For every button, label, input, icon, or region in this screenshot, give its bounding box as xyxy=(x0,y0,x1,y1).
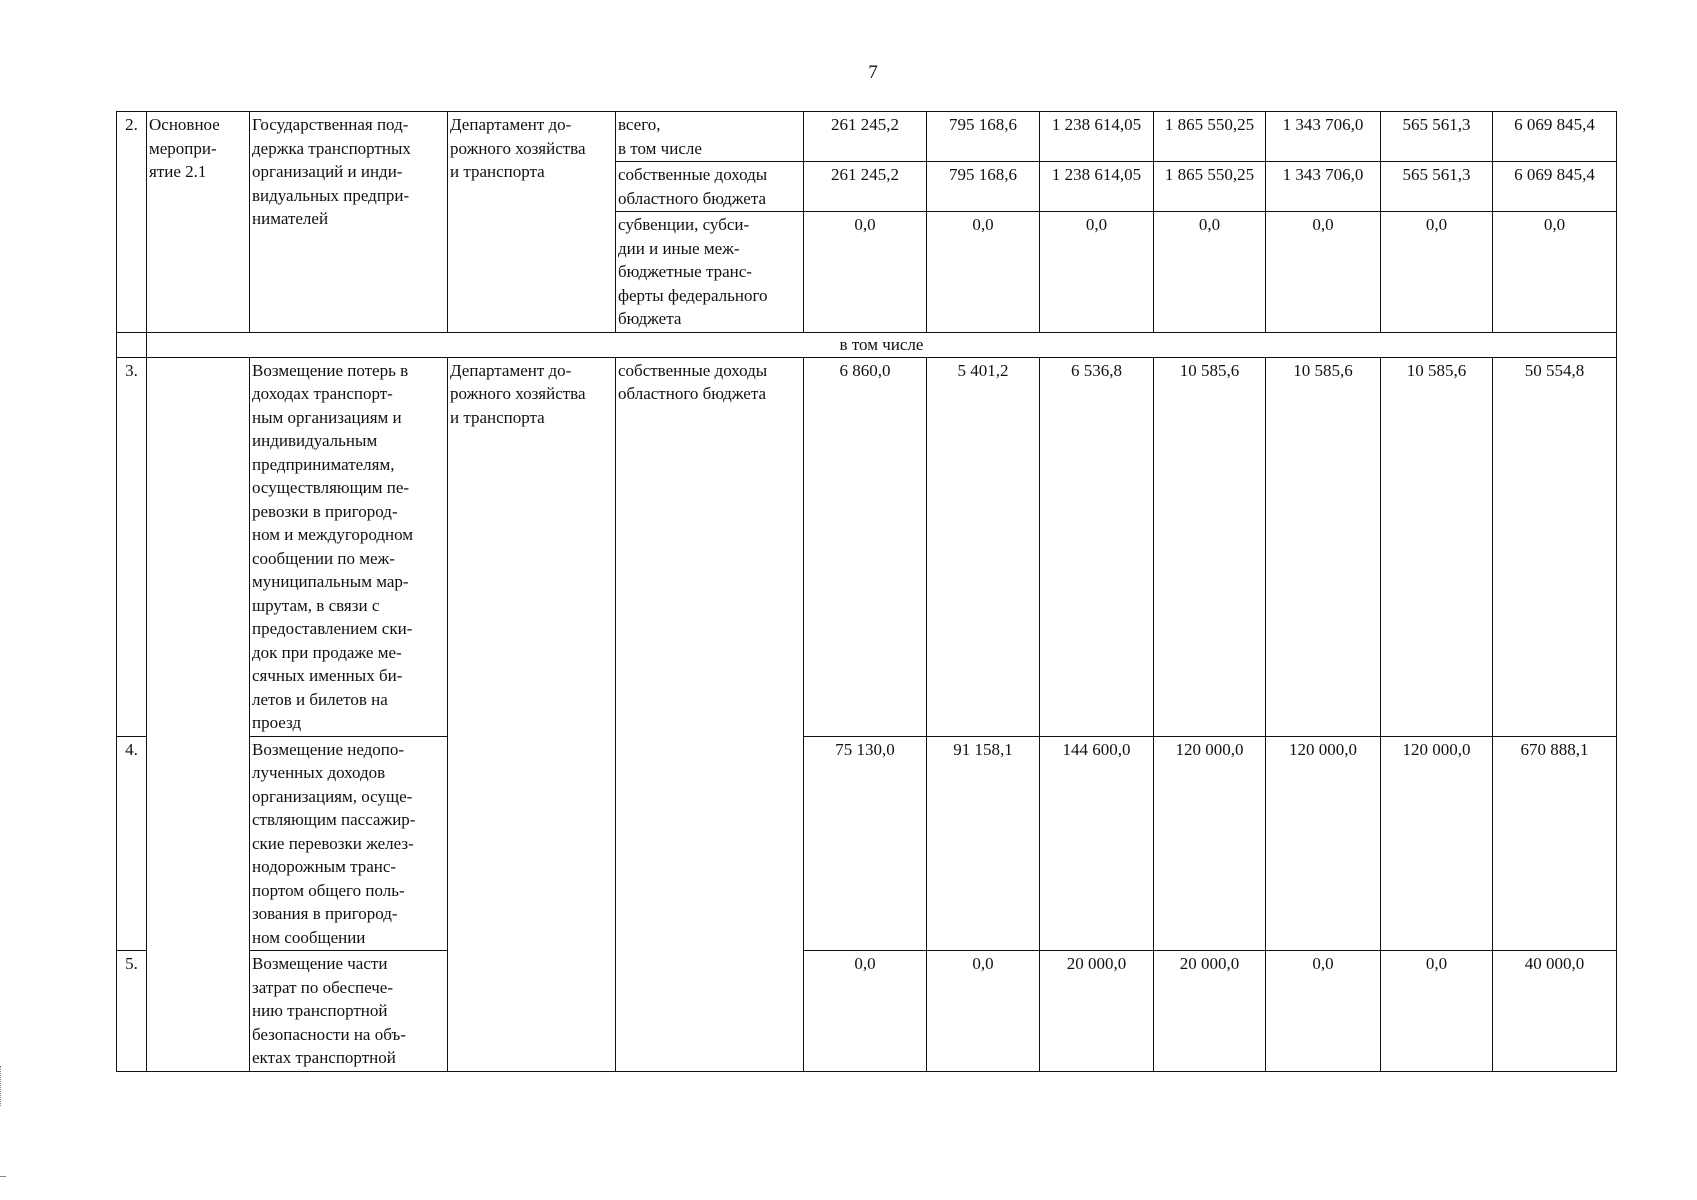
value-cell: 565 561,3 xyxy=(1381,162,1493,212)
value-cell: 91 158,1 xyxy=(927,736,1040,951)
value-cell: 0,0 xyxy=(1381,951,1493,1072)
source-label: собственные доходы областного бюджета xyxy=(616,357,804,1071)
table-row xyxy=(117,736,1617,951)
department-cell: Департамент до- рожного хозяйства и транспорта xyxy=(448,112,616,333)
value-cell: 20 000,0 xyxy=(1154,951,1266,1072)
value-cell: 1 343 706,0 xyxy=(1266,112,1381,162)
row-index: 2. xyxy=(117,112,147,333)
value-cell: 6 536,8 xyxy=(1040,357,1154,736)
value-cell: 795 168,6 xyxy=(927,112,1040,162)
including-label: в том числе xyxy=(147,332,1617,357)
value-cell: 1 238 614,05 xyxy=(1040,162,1154,212)
value-cell: 6 860,0 xyxy=(804,357,927,736)
value-cell: 1 865 550,25 xyxy=(1154,112,1266,162)
value-cell: 10 585,6 xyxy=(1266,357,1381,736)
value-cell: 1 343 706,0 xyxy=(1266,162,1381,212)
total-cell: 6 069 845,4 xyxy=(1493,112,1617,162)
value-cell: 0,0 xyxy=(1381,212,1493,333)
value-cell: 5 401,2 xyxy=(927,357,1040,736)
scan-edge-dot xyxy=(0,1176,6,1177)
value-cell: 565 561,3 xyxy=(1381,112,1493,162)
table-row xyxy=(117,951,1617,1072)
event-name-cell: Государственная под- держка транспортных организаций и инди- видуальных предпри- нимателей xyxy=(250,112,448,333)
event-name-cell: Возмещение недопо- лученных доходов организациям, осуще- ствляющим пассажир- ские перевозки желез- нодорожным транс- портом общего поль- зования в пригород- ном сообщении xyxy=(250,736,448,951)
table-row xyxy=(117,357,1617,736)
value-cell: 0,0 xyxy=(804,212,927,333)
total-cell: 6 069 845,4 xyxy=(1493,162,1617,212)
budget-table xyxy=(116,111,1617,1072)
scan-edge-marks xyxy=(0,1066,5,1106)
page-number: 7 xyxy=(868,62,878,83)
value-cell: 0,0 xyxy=(927,212,1040,333)
row-index: 4. xyxy=(117,736,147,951)
value-cell: 0,0 xyxy=(804,951,927,1072)
value-cell: 10 585,6 xyxy=(1154,357,1266,736)
value-cell: 1 238 614,05 xyxy=(1040,112,1154,162)
total-cell: 670 888,1 xyxy=(1493,736,1617,951)
total-cell: 40 000,0 xyxy=(1493,951,1617,1072)
row-index: 5. xyxy=(117,951,147,1072)
value-cell: 75 130,0 xyxy=(804,736,927,951)
event-name-cell: Возмещение потерь в доходах транспорт- ным организациям и индивидуальным предпринимателям, осуществляющим пе- ревозки в пригород- ном и междугородном сообщении по меж- муниципальным мар- шрутам, в связи с предоставлением ски- док при продаже ме- сячных именных би- летов и билетов на проезд xyxy=(250,357,448,736)
event-name-cell: Возмещение части затрат по обеспече- нию транспортной безопасности на объ- ектах транспортной xyxy=(250,951,448,1072)
table-row xyxy=(117,112,1617,162)
department-cell: Департамент до- рожного хозяйства и транспорта xyxy=(448,357,616,1071)
value-cell: 20 000,0 xyxy=(1040,951,1154,1072)
source-label: субвенции, субси- дии и иные меж- бюджетные транс- ферты федерального бюджета xyxy=(616,212,804,333)
value-cell: 120 000,0 xyxy=(1381,736,1493,951)
value-cell: 261 245,2 xyxy=(804,112,927,162)
value-cell: 120 000,0 xyxy=(1154,736,1266,951)
value-cell: 795 168,6 xyxy=(927,162,1040,212)
value-cell: 144 600,0 xyxy=(1040,736,1154,951)
value-cell: 120 000,0 xyxy=(1266,736,1381,951)
total-cell: 0,0 xyxy=(1493,212,1617,333)
event-cell: Основное меропри- ятие 2.1 xyxy=(147,112,250,333)
value-cell: 0,0 xyxy=(1266,212,1381,333)
source-label: собственные доходы областного бюджета xyxy=(616,162,804,212)
row-index: 3. xyxy=(117,357,147,736)
table-row xyxy=(117,332,1617,357)
row-index xyxy=(117,332,147,357)
value-cell: 0,0 xyxy=(1154,212,1266,333)
value-cell: 1 865 550,25 xyxy=(1154,162,1266,212)
value-cell: 261 245,2 xyxy=(804,162,927,212)
source-label: всего, в том числе xyxy=(616,112,804,162)
value-cell: 0,0 xyxy=(1040,212,1154,333)
event-cell xyxy=(147,357,250,1071)
total-cell: 50 554,8 xyxy=(1493,357,1617,736)
value-cell: 0,0 xyxy=(1266,951,1381,1072)
value-cell: 10 585,6 xyxy=(1381,357,1493,736)
value-cell: 0,0 xyxy=(927,951,1040,1072)
